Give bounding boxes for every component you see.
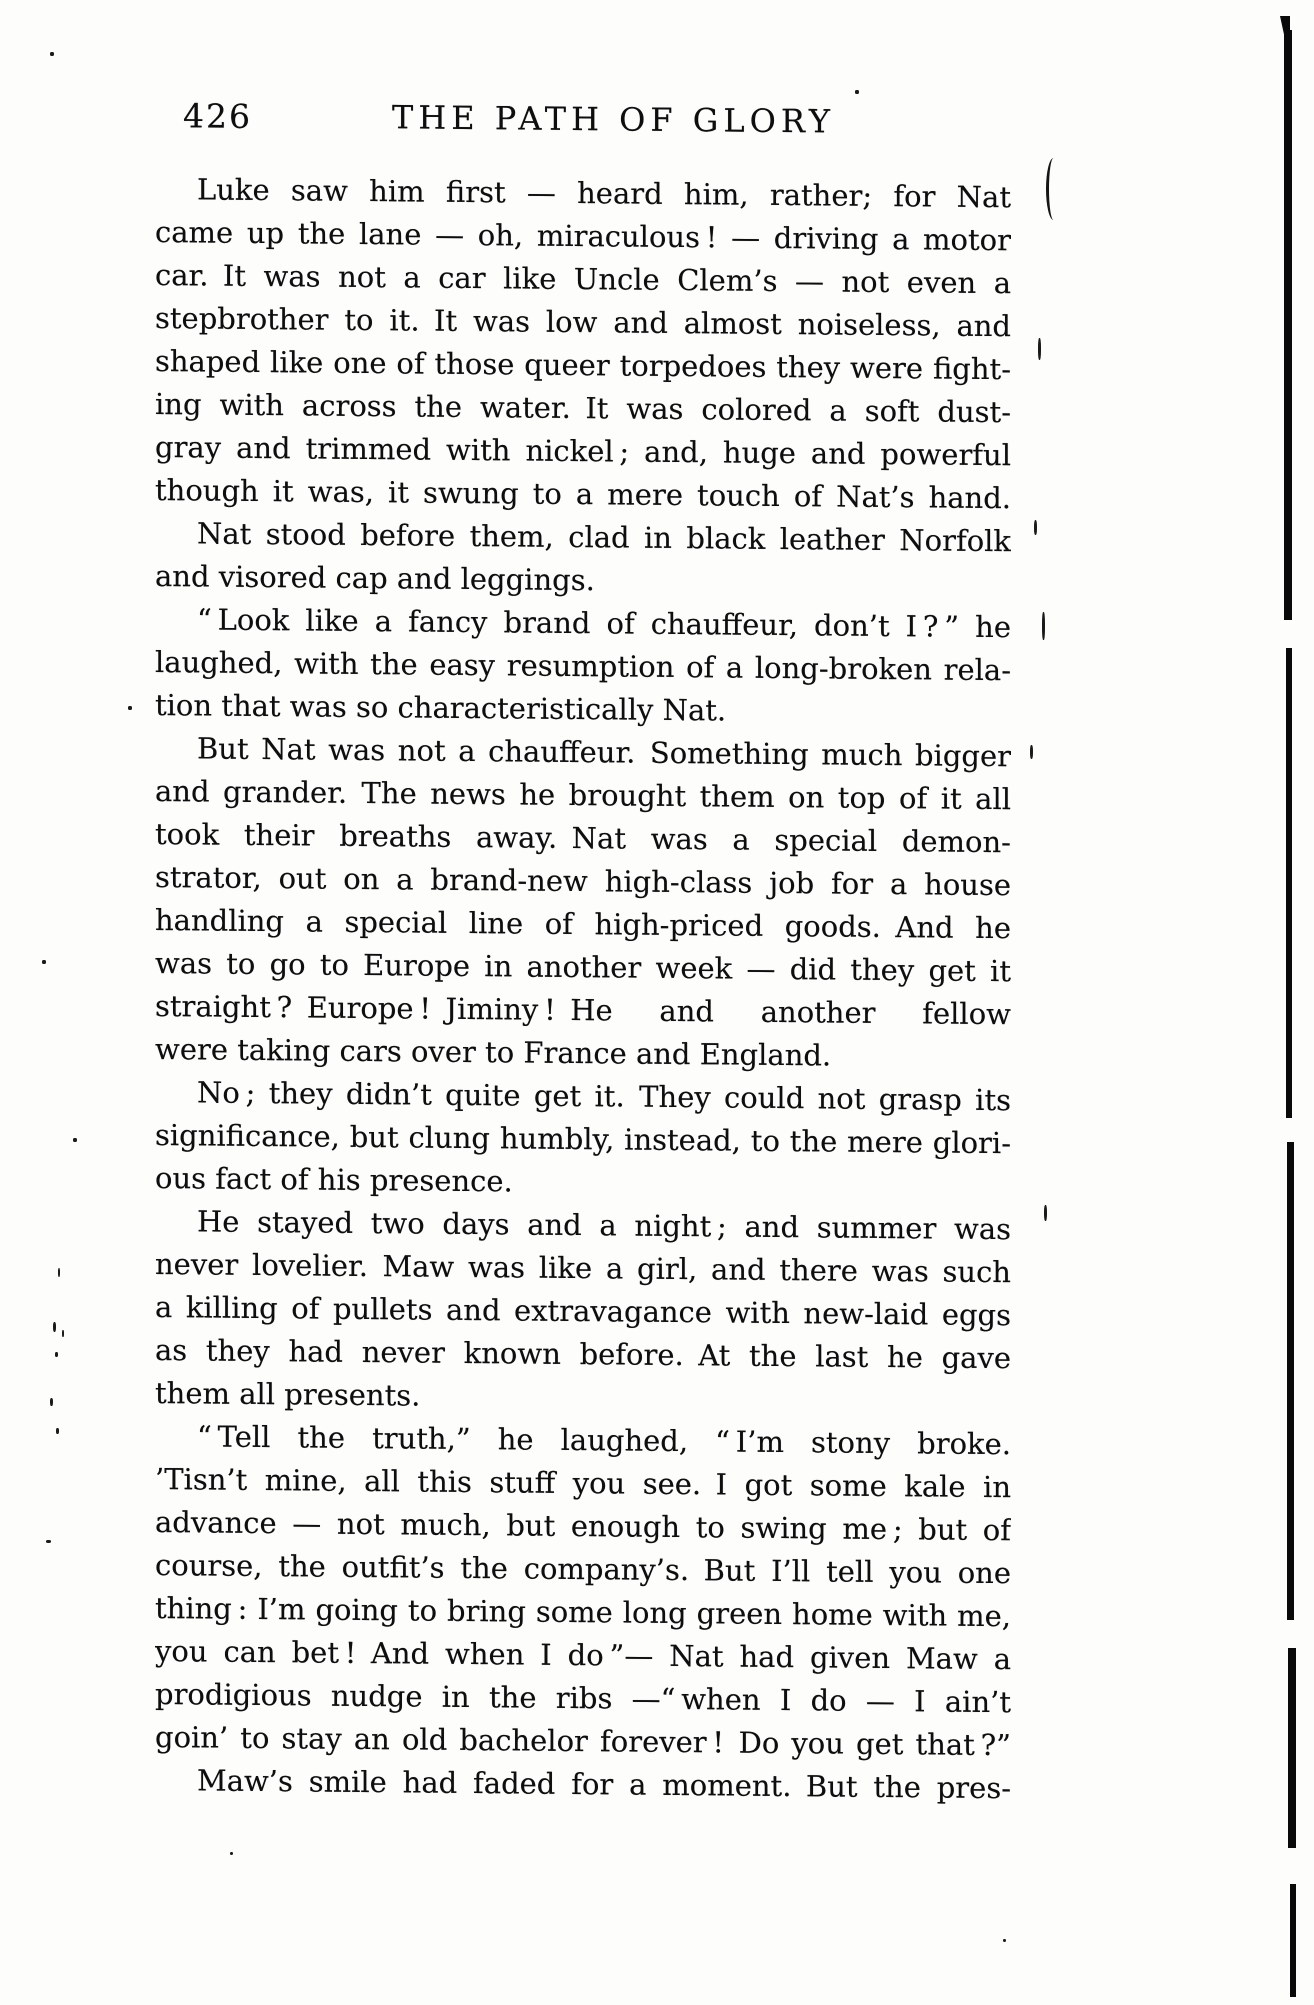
text-line: straight ? Europe ! Jiminy ! He and another fellow <box>155 989 1011 1032</box>
text-line: He stayed two days and a night ; and summer was <box>197 1204 1011 1247</box>
paragraph <box>155 1071 1011 1208</box>
text-line: laughed, with the easy resumption of a long-broken rela- <box>155 645 1011 688</box>
text-line: never lovelier. Maw was like a girl, and there was such <box>155 1247 1011 1290</box>
scan-speck <box>53 1322 56 1332</box>
text-line: and grander. The news he brought them on top of it all <box>155 774 1011 817</box>
text-line: Luke saw him first — heard him, rather; for Nat <box>197 172 1011 215</box>
text-line: handling a special line of high-priced goods. And he <box>155 903 1011 946</box>
scan-speck <box>50 52 54 56</box>
paragraph <box>155 598 1011 735</box>
binding-edge-line <box>1288 1648 1296 1848</box>
text-line: thing : I’m going to bring some long green home with me, <box>155 1591 1011 1634</box>
text-line: as they had never known before. At the last he gave <box>155 1333 1011 1376</box>
text-line: shaped like one of those queer torpedoes they were fight- <box>155 344 1011 387</box>
scan-speck <box>50 1398 53 1406</box>
paragraph <box>155 727 1011 1079</box>
paragraph <box>155 512 1011 606</box>
scan-speck <box>128 706 132 710</box>
scan-speck <box>62 1330 64 1337</box>
curve-mark <box>1046 158 1061 220</box>
scan-speck <box>46 1540 51 1543</box>
scan-speck <box>56 1428 59 1434</box>
text-line: course, the outfit’s the company’s. But I’ll tell you one <box>155 1548 1011 1591</box>
running-header: THE PATH OF GLORY <box>392 98 836 141</box>
text-line: took their breaths away. Nat was a special demon- <box>155 817 1011 860</box>
text-line: goin’ to stay an old bachelor forever ! Do you get that ?” <box>155 1720 1011 1763</box>
scan-speck <box>855 90 859 94</box>
text-line: But Nat was not a chauffeur. Something much bigger <box>197 731 1011 774</box>
scan-speck <box>1034 520 1037 535</box>
text-line: gray and trimmed with nickel ; and, huge and powerful <box>155 430 1011 473</box>
paragraph <box>155 1759 1011 1810</box>
text-line: came up the lane — oh, miraculous ! — driving a motor <box>155 215 1011 258</box>
text-line: strator, out on a brand-new high-class job for a house <box>155 860 1011 903</box>
text-line: were taking cars over to France and England. <box>155 1032 832 1073</box>
scan-speck <box>55 1352 58 1357</box>
text-line: significance, but clung humbly, instead, to the mere glori- <box>155 1118 1011 1161</box>
scan-speck <box>1030 745 1033 759</box>
text-line: prodigious nudge in the ribs —“ when I do — I ain’t <box>155 1677 1011 1720</box>
text-line: Nat stood before them, clad in black leather Norfolk <box>197 516 1011 559</box>
text-line: stepbrother to it. It was low and almost noiseless, and <box>155 301 1011 344</box>
text-line: No ; they didn’t quite get it. They could not grasp its <box>197 1075 1011 1118</box>
text-line: ing with across the water. It was colored a soft dust- <box>155 387 1011 430</box>
text-line: “ Look like a fancy brand of chauffeur, don’t I ? ” he <box>197 602 1011 645</box>
text-line: was to go to Europe in another week — did they get it <box>155 946 1011 989</box>
scan-speck <box>1038 338 1041 360</box>
text-line: Maw’s smile had faded for a moment. But the pres- <box>197 1763 1011 1806</box>
scan-speck <box>58 1268 60 1277</box>
text-line: “ Tell the truth,” he laughed, “ I’m stony broke. <box>197 1419 1011 1462</box>
text-line: you can bet ! And when I do ”— Nat had given Maw a <box>155 1634 1011 1677</box>
page-text-area <box>155 0 1011 2005</box>
paragraphs <box>155 168 1011 1810</box>
scan-speck <box>230 1852 233 1855</box>
text-line: car. It was not a car like Uncle Clem’s — not even a <box>155 258 1011 301</box>
scan-speck <box>42 960 46 964</box>
binding-edge-line <box>1284 30 1292 620</box>
binding-edge-line <box>1286 648 1292 1118</box>
text-line: tion that was so characteristically Nat. <box>155 688 727 728</box>
page-number: 426 <box>183 96 252 136</box>
paragraph <box>155 1415 1011 1767</box>
text-line: a killing of pullets and extravagance with new-laid eggs <box>155 1290 1011 1333</box>
body-text <box>155 168 1011 1810</box>
text-line: ous fact of his presence. <box>155 1161 513 1199</box>
scan-speck <box>1044 1205 1047 1221</box>
binding-edge-line <box>1290 1884 1296 1997</box>
text-line: though it was, it swung to a mere touch of Nat’s hand. <box>155 473 1011 516</box>
scan-speck <box>1003 1939 1006 1942</box>
paragraph <box>155 1200 1011 1423</box>
scan-speck <box>73 1138 77 1142</box>
text-line: ’Tisn’t mine, all this stuff you see. I got some kale in <box>155 1462 1011 1505</box>
text-line: and visored cap and leggings. <box>155 559 595 598</box>
binding-edge-line <box>1287 1142 1294 1620</box>
paragraph <box>155 168 1011 520</box>
text-line: them all presents. <box>155 1376 421 1413</box>
text-line: advance — not much, but enough to swing me ; but of <box>155 1505 1011 1548</box>
scan-speck <box>1042 612 1045 640</box>
